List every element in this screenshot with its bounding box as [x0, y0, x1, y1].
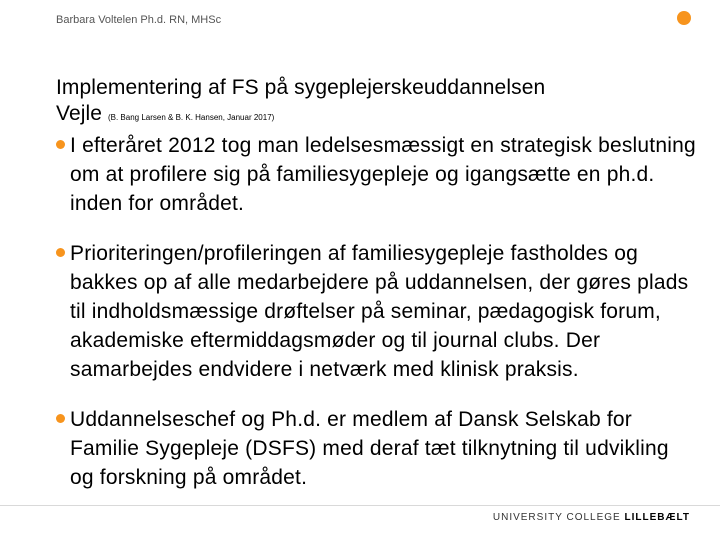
footer-divider — [0, 505, 720, 506]
slide-title — [56, 75, 696, 131]
bullet-item — [56, 239, 696, 384]
bullet-text: I efteråret 2012 tog man ledelsesmæssigt en strategisk beslutning om at profilere sig på familiesygepleje og igangsætte en ph.d. inden for området. — [70, 134, 696, 215]
citation: (B. Bang Larsen & B. K. Hansen, Januar 2017) — [107, 113, 275, 122]
logo-dot-icon — [677, 11, 691, 25]
bullet-dot-icon — [56, 140, 65, 149]
bullet-text: Uddannelseschef og Ph.d. er medlem af Dansk Selskab for Familie Sygepleje (DSFS) med deraf tæt tilknytning til udvikling og forskning på området. — [70, 408, 669, 489]
slide-content — [56, 75, 696, 492]
bullet-item — [56, 131, 696, 218]
bullet-dot-icon — [56, 414, 65, 423]
logo-text-bold: LILLEBÆLT — [624, 512, 690, 523]
bullet-list — [56, 131, 696, 492]
university-logo — [493, 512, 690, 523]
logo-text-regular: UNIVERSITY COLLEGE — [492, 512, 625, 523]
bullet-text: Prioriteringen/profileringen af familiesygepleje fastholdes og bakkes op af alle medarbejdere på uddannelsen, der gøres plads til indholdsmæssige drøftelser på seminar, pædagogisk forum, akademiske eftermiddagsmøder og til journal clubs. Der samarbejdes endvidere i netværk med klinisk praksis. — [70, 242, 689, 381]
slide-title-line1: Implementering af FS på sygeplejerskeuddannelsen — [56, 76, 546, 99]
bullet-item — [56, 405, 696, 492]
bullet-dot-icon — [56, 248, 65, 257]
author-header: Barbara Voltelen Ph.d. RN, MHSc — [56, 14, 222, 26]
slide-title-line2: Vejle — [56, 102, 103, 125]
